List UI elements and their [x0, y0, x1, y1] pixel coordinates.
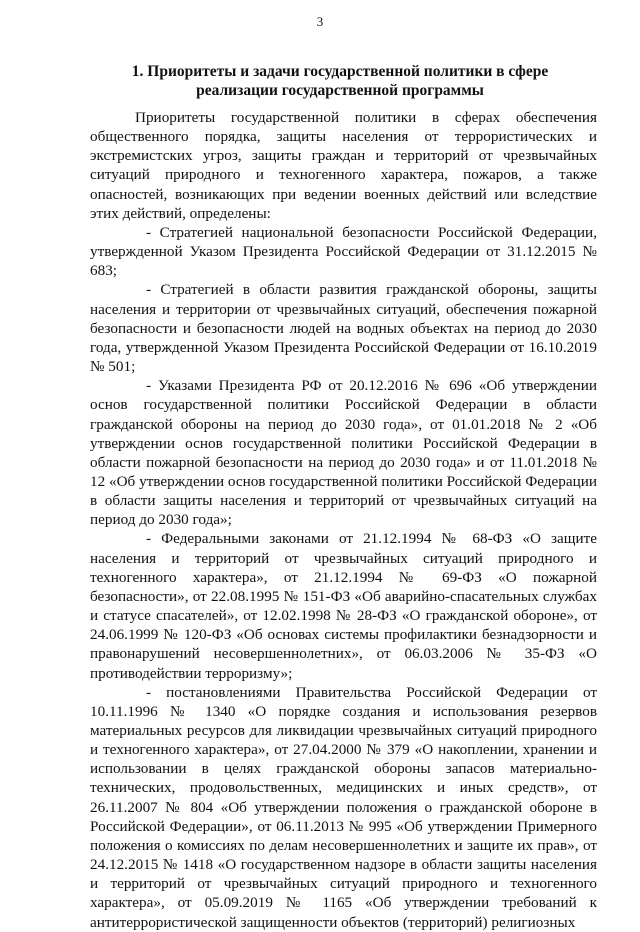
- list-item-government-resolutions: - постановлениями Правительства Российской Федерации от 10.11.1996 № 1340 «О порядке создания и использования резервов материальных ресурсов для ликвидации чрезвычайных ситуаций природного и техногенного характера», от 27.04.2000 № 379 «О накоплении, хранении и использовании в целях гражданской обороны запасов материально-технических, продовольственных, медицинских и иных средств», от 26.11.2007 № 804 «Об утверждении положения о гражданской обороне в Российской Федерации», от 06.11.2013 № 995 «Об утверждении Примерного положения о комиссиях по делам несовершеннолетних и защите их прав», от 24.12.2015 № 1418 «О государственном надзоре в области защиты населения и территорий от чрезвычайных ситуаций природного и техногенного характера», от 05.09.2019 № 1165 «Об утверждении требований к антитеррористической защищенности объектов (территорий) религиозных: [90, 683, 597, 931]
- page-number: 3: [316, 14, 324, 29]
- intro-paragraph: Приоритеты государственной политики в сферах обеспечения общественного порядка, защиты населения от террористических и экстремистских угроз, защиты граждан и территорий от чрезвычайных ситуаций природного и техногенного характера, пожаров, а также опасностей, возникающих при ведении военных действий или вследствие этих действий, определены:: [90, 109, 597, 222]
- list-item-federal-laws: - Федеральными законами от 21.12.1994 № 68-ФЗ «О защите населения и территорий от чрезвычайных ситуаций природного и техногенного характера», от 21.12.1994 № 69-ФЗ «О пожарной безопасности», от 22.08.1995 № 151-ФЗ «Об аварийно-спасательных службах и статусе спасателей», от 12.02.1998 № 28-ФЗ «О гражданской обороне», от 24.06.1999 № 120-ФЗ «Об основах системы профилактики безнадзорности и правонарушений несовершеннолетних», от 06.03.2006 № 35-ФЗ «О противодействии терроризму»;: [90, 530, 597, 682]
- list-item-presidential-decrees: - Указами Президента РФ от 20.12.2016 № 696 «Об утверждении основ государственной политики Российской Федерации в области гражданской обороны на период до 2030 года», от 01.01.2018 № 2 «Об утверждении основ государственной политики Российской Федерации в области пожарной безопасности на период до 2030 года» и от 11.01.2018 № 12 «Об утверждении основ государственной политики Российской Федерации в области защиты населения и территорий от чрезвычайных ситуаций на период до 2030 года»;: [90, 377, 597, 529]
- list-item-civil-defense-strategy: - Стратегией в области развития гражданской обороны, защиты населения и территории от чрезвычайных ситуаций, обеспечения пожарной безопасности и безопасности людей на водных объектах на период до 2030 года, утвержденной Указом Президента Российской Федерации от 16.10.2019 № 501;: [90, 281, 597, 376]
- document-body: [90, 108, 597, 932]
- section-heading: 1. Приоритеты и задачи государственной политики в сфере реализации государственной программы: [131, 63, 549, 99]
- list-item-national-security-strategy: - Стратегией национальной безопасности Российской Федерации, утвержденной Указом Президента Российской Федерации от 31.12.2015 № 683;: [90, 223, 597, 280]
